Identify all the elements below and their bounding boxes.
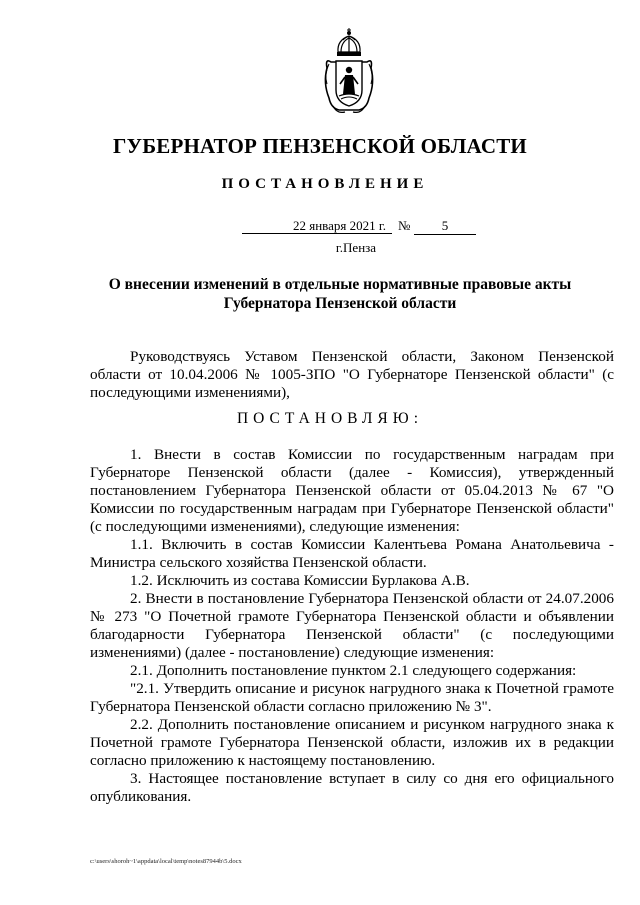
decree-items: [90, 446, 614, 806]
decree-subject: [80, 275, 600, 313]
resolve-heading: ПОСТАНОВЛЯЮ:: [236, 410, 424, 427]
item-2-1-quote: "2.1. Утвердить описание и рисунок нагрудного знака к Почетной грамоте Губернатора Пензенской области согласно приложению № 3".: [90, 680, 614, 715]
item-1: 1. Внести в состав Комиссии по государственным наградам при Губернаторе Пензенской области (далее - Комиссия), утвержденный постановлением Губернатора Пензенской области от 05.04.2013 № 67 "О Комиссии по государственным наградам при Губернаторе Пензенской области" (с последующими изменениями), следующие изменения:: [90, 446, 614, 535]
subject-line-2: Губернатора Пензенской области: [223, 295, 457, 312]
item-3: 3. Настоящее постановление вступает в силу со дня его официального опубликования.: [90, 770, 614, 805]
penza-coat-of-arms-icon: [321, 28, 377, 116]
item-1-1: 1.1. Включить в состав Комиссии Калентьева Романа Анатольевича - Министра сельского хозяйства Пензенской области.: [90, 536, 614, 571]
decree-number: 5: [414, 218, 476, 235]
subject-line-1: О внесении изменений в отдельные нормативные правовые акты: [108, 276, 572, 293]
intro-paragraph: [90, 348, 614, 402]
decree-heading: ПОСТАНОВЛЕНИЕ: [221, 176, 429, 192]
item-2-2: 2.2. Дополнить постановление описанием и рисунком нагрудного знака к Почетной грамоте Губернатора Пензенской области, изложив их в редакции согласно приложению к настоящему постановлению.: [90, 716, 614, 769]
item-2: 2. Внести в постановление Губернатора Пензенской области от 24.07.2006 № 273 "О Почетной грамоте Губернатора Пензенской области и объявлении благодарности Губернатора Пензенской области" (с последующими изменениями) (далее - постановление) следующие изменения:: [90, 590, 614, 661]
intro-text: Руководствуясь Уставом Пензенской области, Законом Пензенской области от 10.04.2006 № 1005-ЗПО "О Губернаторе Пензенской области" (с последующими изменениями),: [90, 348, 614, 401]
decree-date: 22 января 2021 г.: [242, 218, 392, 234]
city-name: г.Пенза: [335, 240, 377, 255]
item-2-1: 2.1. Дополнить постановление пунктом 2.1 следующего содержания:: [130, 662, 577, 679]
number-sign: №: [398, 218, 411, 233]
file-path-footer: c:\users\shoroh~1\appdata\local\temp\notes87944b\5.docx: [90, 858, 242, 865]
governor-title: ГУБЕРНАТОР ПЕНЗЕНСКОЙ ОБЛАСТИ: [113, 134, 527, 158]
item-1-2: 1.2. Исключить из состава Комиссии Бурлакова А.В.: [130, 572, 470, 589]
